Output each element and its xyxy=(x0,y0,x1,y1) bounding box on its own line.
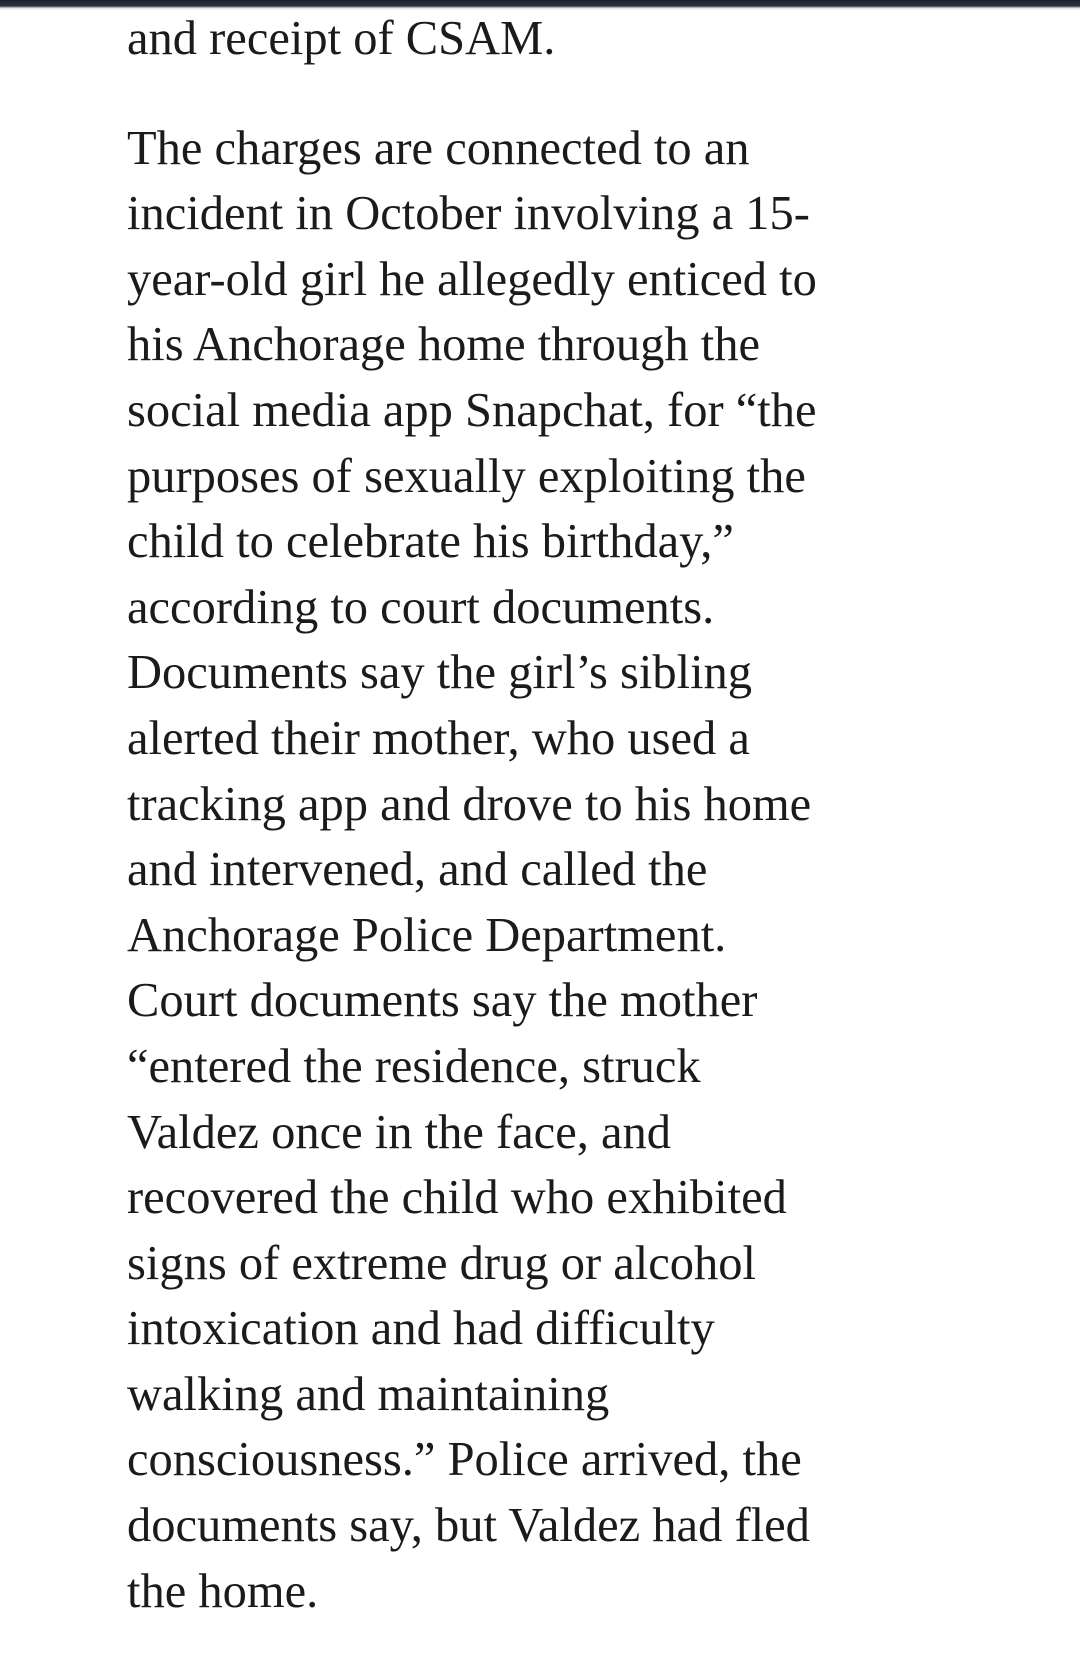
paragraph-line: The charges are connected to an xyxy=(127,121,750,175)
paragraph-line: according to court documents. xyxy=(127,580,715,634)
paragraph-line: his Anchorage home through the xyxy=(127,318,761,372)
paragraph-line: “entered the residence, struck xyxy=(127,1039,701,1093)
paragraph-line: Anchorage Police Department. xyxy=(127,908,727,962)
paragraph-line: intoxication and had difficulty xyxy=(127,1302,715,1356)
paragraph-line: Valdez once in the face, and xyxy=(127,1105,671,1159)
paragraph-line: incident in October involving a 15- xyxy=(127,187,810,241)
paragraph-line: and receipt of CSAM. xyxy=(127,12,556,65)
paragraph-line: documents say, but Valdez had fled xyxy=(127,1499,810,1553)
paragraph-line: alerted their mother, who used a xyxy=(127,711,750,765)
paragraph-line: and intervened, and called the xyxy=(127,843,708,897)
article-paragraph-2 xyxy=(127,116,1057,1625)
paragraph-line: signs of extreme drug or alcohol xyxy=(127,1236,756,1290)
paragraph-line: walking and maintaining xyxy=(127,1367,610,1421)
paragraph-line: consciousness.” Police arrived, the xyxy=(127,1433,802,1487)
paragraph-line: social media app Snapchat, for “the xyxy=(127,383,817,437)
article-paragraph-1 xyxy=(127,6,1057,72)
paragraph-line: year-old girl he allegedly enticed to xyxy=(127,252,817,306)
paragraph-line: purposes of sexually exploiting the xyxy=(127,449,806,503)
article-body xyxy=(127,6,1057,1624)
paragraph-line: Documents say the girl’s sibling xyxy=(127,646,753,700)
paragraph-line: recovered the child who exhibited xyxy=(127,1171,787,1225)
paragraph-line: tracking app and drove to his home xyxy=(127,777,812,831)
paragraph-line: Court documents say the mother xyxy=(127,974,758,1028)
paragraph-spacer xyxy=(127,72,1057,116)
paragraph-line: the home. xyxy=(127,1564,319,1618)
paragraph-line: child to celebrate his birthday,” xyxy=(127,515,734,569)
